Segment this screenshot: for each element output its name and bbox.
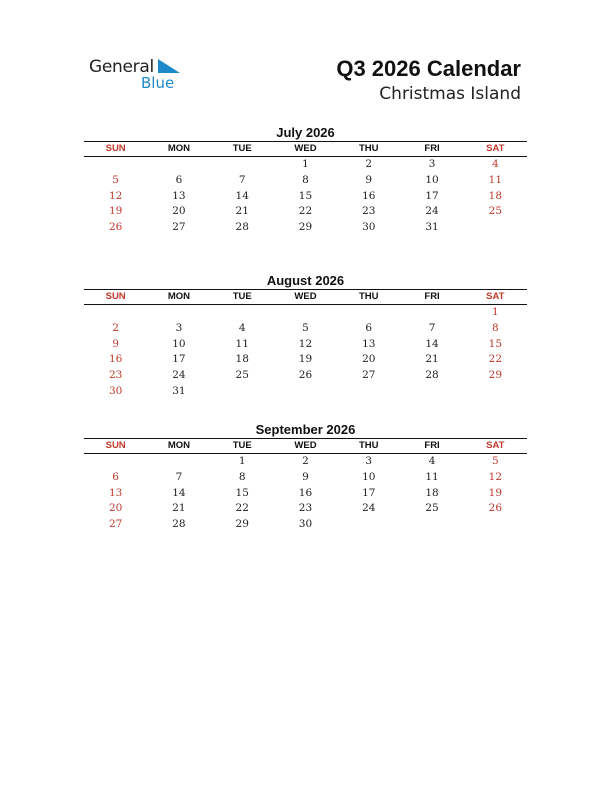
day-cell: 17: [362, 486, 376, 499]
day-cell: 16: [298, 486, 313, 499]
week-row: [84, 352, 527, 368]
day-cell: 13: [172, 189, 186, 202]
weekday-mon: MON: [167, 440, 190, 451]
day-cell: 14: [235, 189, 249, 202]
day-cell: 23: [108, 369, 123, 382]
month-title: September 2026: [255, 422, 356, 437]
day-cell: 12: [488, 470, 503, 483]
day-cell: 19: [108, 205, 123, 218]
day-cell: 20: [172, 205, 186, 218]
logo-word-general: General: [89, 57, 154, 77]
weekday-mon: MON: [167, 143, 190, 154]
month-july: [84, 124, 527, 236]
logo-triangle-icon: [158, 59, 180, 73]
weekday-sun: SUN: [105, 143, 126, 154]
weekday-sun: SUN: [105, 440, 126, 451]
day-cell: 22: [488, 353, 503, 366]
day-cell: 10: [425, 173, 439, 186]
day-cell: 15: [235, 486, 249, 499]
weekday-tue: TUE: [232, 291, 252, 302]
empty-day-cell: [84, 305, 147, 321]
week-row: [84, 501, 527, 517]
week-row: [84, 337, 527, 353]
day-cell: 8: [491, 321, 499, 334]
day-cell: 19: [298, 353, 313, 366]
day-cell: 3: [175, 321, 183, 334]
week-row: [84, 368, 527, 384]
day-cell: 7: [428, 321, 436, 334]
day-cell: 31: [425, 221, 439, 234]
day-cell: 17: [172, 353, 186, 366]
day-cell: 6: [112, 470, 119, 483]
week-row: [84, 189, 527, 205]
weekday-header: [84, 289, 527, 305]
day-cell: 24: [425, 205, 439, 218]
day-cell: 18: [488, 189, 503, 202]
weekday-tue: TUE: [232, 143, 252, 154]
empty-day-cell: [274, 305, 337, 321]
day-cell: 5: [302, 321, 309, 334]
day-cell: 10: [362, 470, 376, 483]
day-cell: 30: [298, 518, 313, 531]
day-cell: 11: [488, 173, 503, 186]
day-cell: 28: [235, 221, 249, 234]
day-cell: 16: [108, 353, 123, 366]
day-cell: 29: [235, 518, 249, 531]
week-row: [84, 454, 527, 470]
weekday-sat: SAT: [486, 440, 505, 451]
day-cell: 2: [365, 158, 373, 170]
empty-day-cell: [400, 305, 463, 321]
day-cell: 10: [172, 337, 186, 350]
day-cell: 8: [302, 173, 309, 186]
weekday-thu: THU: [359, 440, 379, 451]
weekday-thu: THU: [359, 143, 379, 154]
empty-day-cell: [464, 517, 527, 533]
day-cell: 15: [298, 189, 313, 202]
month-title: July 2026: [276, 125, 335, 140]
day-cell: 17: [425, 189, 439, 202]
empty-day-cell: [464, 220, 527, 236]
empty-day-cell: [84, 454, 147, 470]
empty-day-cell: [274, 384, 337, 400]
day-cell: 14: [425, 337, 439, 350]
day-cell: 25: [488, 205, 503, 218]
day-cell: 7: [175, 470, 183, 483]
week-row: [84, 305, 527, 321]
day-cell: 27: [172, 221, 186, 234]
week-row: [84, 486, 527, 502]
day-cell: 26: [298, 369, 313, 382]
empty-day-cell: [464, 384, 527, 400]
day-cell: 9: [112, 337, 119, 350]
empty-day-cell: [211, 157, 274, 173]
day-cell: 11: [425, 470, 439, 483]
month-title: August 2026: [266, 273, 345, 288]
day-cell: 26: [488, 502, 503, 515]
day-cell: 22: [298, 205, 313, 218]
empty-day-cell: [147, 454, 210, 470]
weekday-sun: SUN: [105, 291, 126, 302]
empty-day-cell: [147, 305, 210, 321]
day-cell: 1: [238, 455, 246, 467]
day-cell: 8: [238, 470, 246, 483]
day-cell: 1: [302, 158, 309, 170]
empty-day-cell: [337, 305, 400, 321]
day-cell: 9: [365, 173, 373, 186]
week-row: [84, 173, 527, 189]
day-cell: 16: [362, 189, 376, 202]
month-august: [84, 272, 527, 400]
weekday-fri: FRI: [424, 143, 440, 154]
weekday-wed: WED: [294, 143, 317, 154]
day-cell: 4: [428, 455, 436, 467]
day-cell: 6: [365, 321, 373, 334]
day-cell: 9: [302, 470, 309, 483]
day-cell: 12: [298, 337, 313, 350]
week-row: [84, 384, 527, 400]
month-september: [84, 421, 527, 533]
day-cell: 5: [112, 173, 119, 186]
weekday-tue: TUE: [232, 440, 252, 451]
empty-day-cell: [211, 305, 274, 321]
page-subtitle: Christmas Island: [379, 84, 521, 104]
day-cell: 23: [362, 205, 376, 218]
day-cell: 3: [365, 455, 373, 467]
day-cell: 26: [108, 221, 123, 234]
week-row: [84, 517, 527, 533]
day-cell: 13: [108, 486, 123, 499]
weekday-wed: WED: [294, 291, 317, 302]
page-title: Q3 2026 Calendar: [336, 56, 521, 81]
day-cell: 1: [491, 306, 499, 318]
day-cell: 30: [362, 221, 376, 234]
day-cell: 24: [172, 369, 186, 382]
day-cell: 27: [108, 518, 123, 531]
day-cell: 3: [428, 158, 436, 170]
empty-day-cell: [84, 157, 147, 173]
weekday-header: [84, 141, 527, 157]
empty-day-cell: [147, 157, 210, 173]
day-cell: 12: [108, 189, 123, 202]
day-cell: 28: [425, 369, 439, 382]
brand-logo: [89, 55, 189, 95]
day-cell: 4: [238, 321, 246, 334]
day-cell: 20: [362, 353, 376, 366]
empty-day-cell: [211, 384, 274, 400]
month-grid: [84, 305, 527, 400]
week-row: [84, 321, 527, 337]
day-cell: 29: [488, 369, 503, 382]
weekday-mon: MON: [167, 291, 190, 302]
day-cell: 20: [108, 502, 123, 515]
day-cell: 30: [108, 384, 123, 397]
day-cell: 25: [425, 502, 439, 515]
day-cell: 18: [425, 486, 439, 499]
day-cell: 6: [175, 173, 183, 186]
weekday-fri: FRI: [424, 440, 440, 451]
day-cell: 7: [238, 173, 246, 186]
week-row: [84, 204, 527, 220]
day-cell: 21: [172, 502, 186, 515]
day-cell: 21: [425, 353, 439, 366]
day-cell: 31: [172, 384, 186, 397]
day-cell: 29: [298, 221, 313, 234]
week-row: [84, 220, 527, 236]
weekday-sat: SAT: [486, 143, 505, 154]
day-cell: 4: [491, 158, 499, 170]
day-cell: 23: [298, 502, 313, 515]
day-cell: 22: [235, 502, 249, 515]
day-cell: 15: [488, 337, 503, 350]
day-cell: 21: [235, 205, 249, 218]
day-cell: 2: [302, 455, 309, 467]
weekday-thu: THU: [359, 291, 379, 302]
empty-day-cell: [337, 384, 400, 400]
day-cell: 2: [112, 321, 119, 334]
weekday-fri: FRI: [424, 291, 440, 302]
weekday-header: [84, 438, 527, 454]
day-cell: 13: [362, 337, 376, 350]
empty-day-cell: [400, 384, 463, 400]
month-grid: [84, 454, 527, 533]
month-grid: [84, 157, 527, 236]
day-cell: 18: [235, 353, 249, 366]
weekday-wed: WED: [294, 440, 317, 451]
day-cell: 19: [488, 486, 503, 499]
day-cell: 24: [362, 502, 376, 515]
day-cell: 5: [491, 455, 499, 467]
day-cell: 27: [362, 369, 376, 382]
weekday-sat: SAT: [486, 291, 505, 302]
day-cell: 11: [235, 337, 249, 350]
empty-day-cell: [400, 517, 463, 533]
logo-word-blue: Blue: [141, 74, 175, 92]
week-row: [84, 470, 527, 486]
day-cell: 14: [172, 486, 186, 499]
week-row: [84, 157, 527, 173]
empty-day-cell: [337, 517, 400, 533]
day-cell: 25: [235, 369, 249, 382]
day-cell: 28: [172, 518, 186, 531]
